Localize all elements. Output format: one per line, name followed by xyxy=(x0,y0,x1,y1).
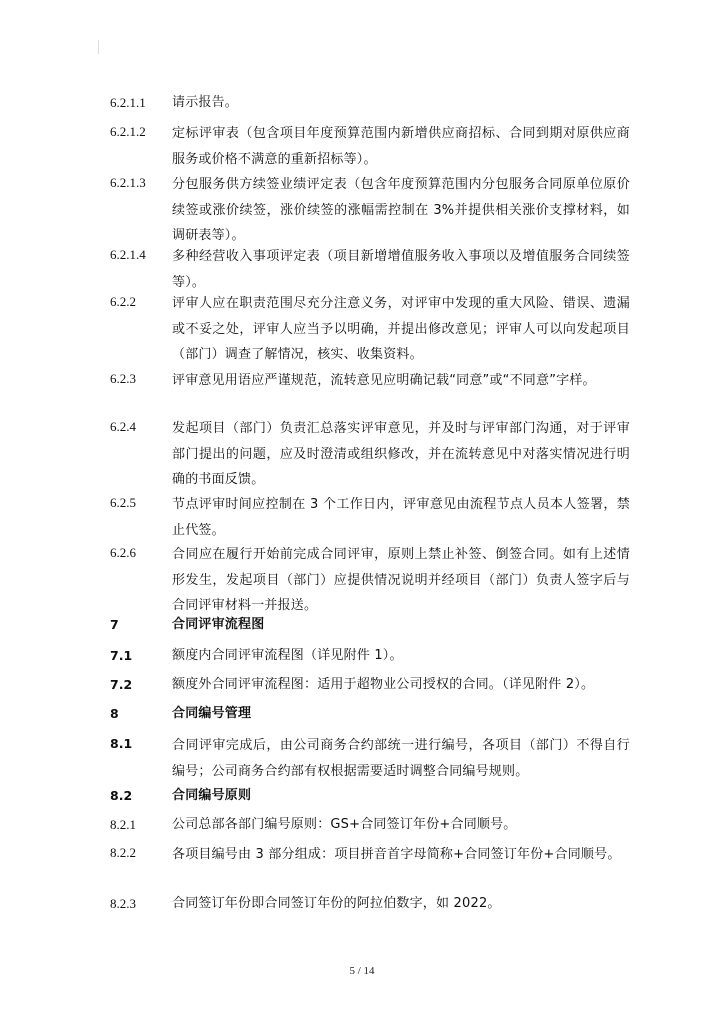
clause-number: 6.2.1.1 xyxy=(110,95,146,110)
section-title: 合同编号原则 xyxy=(172,788,252,803)
clause-7-2 xyxy=(110,674,630,696)
clause-8-2-2 xyxy=(110,842,630,868)
clause-number: 6.2.5 xyxy=(110,495,136,510)
clause-text: 评审意见用语应严谨规范，流转意见应明确记载“同意”或“不同意”字样。 xyxy=(172,373,596,388)
clause-text: 请示报告。 xyxy=(172,95,239,110)
clause-number: 6.2.1.4 xyxy=(110,247,146,262)
clause-8-1 xyxy=(110,733,630,784)
section-number: 8.2 xyxy=(110,788,133,803)
clause-6-2-4 xyxy=(110,416,630,493)
section-title: 合同评审流程图 xyxy=(172,617,265,632)
section-8-heading xyxy=(110,703,630,725)
clause-6-2-3 xyxy=(110,368,630,394)
clause-text: 各项目编号由 3 部分组成：项目拼音首字母简称+合同签订年份+合同顺号。 xyxy=(172,847,621,862)
section-number: 7 xyxy=(110,617,119,632)
clause-8-2-1 xyxy=(110,814,630,836)
clause-6-2-1-1 xyxy=(110,92,630,114)
clause-6-2-1-2 xyxy=(110,121,630,172)
clause-number: 7.1 xyxy=(110,648,133,663)
clause-text: 评审人应在职责范围尽充分注意义务，对评审中发现的重大风险、错误、遗漏或不妥之处，评审人应当予以明确，并提出修改意见；评审人可以向发起项目（部门）调查了解情况，核实、收集资料。 xyxy=(172,296,630,362)
clause-number: 8.2.2 xyxy=(110,845,136,860)
clause-text: 额度内合同评审流程图（详见附件 1）。 xyxy=(172,648,403,663)
clause-number: 6.2.1.2 xyxy=(110,124,146,139)
clause-number: 6.2.1.3 xyxy=(110,175,146,190)
clause-text: 定标评审表（包含项目年度预算范围内新增供应商招标、合同到期对原供应商服务或价格不满意的重新招标等）。 xyxy=(172,126,630,167)
section-8-2-heading xyxy=(110,785,630,807)
clause-6-2-1-3 xyxy=(110,172,630,249)
clause-number: 8.2.3 xyxy=(110,896,136,911)
clause-text: 发起项目（部门）负责汇总落实评审意见，并及时与评审部门沟通，对于评审部门提出的问题，应及时澄清或组织修改，并在流转意见中对落实情况进行明确的书面反馈。 xyxy=(172,421,630,487)
clause-text: 合同应在履行开始前完成合同评审，原则上禁止补签、倒签合同。如有上述情形发生，发起项目（部门）应提供情况说明并经项目（部门）负责人签字后与合同评审材料一并报送。 xyxy=(172,547,630,613)
clause-6-2-6 xyxy=(110,542,630,619)
clause-number: 8.2.1 xyxy=(110,817,136,832)
clause-text: 合同评审完成后，由公司商务合约部统一进行编号，各项目（部门）不得自行编号；公司商务合约部有权根据需要适时调整合同编号规则。 xyxy=(172,738,630,779)
clause-text: 节点评审时间应控制在 3 个工作日内，评审意见由流程节点人员本人签署，禁止代签。 xyxy=(172,497,630,538)
clause-text: 额度外合同评审流程图：适用于超物业公司授权的合同。（详见附件 2）。 xyxy=(172,677,595,692)
page-edge-mark xyxy=(98,40,99,54)
clause-text: 分包服务供方续签业绩评定表（包含年度预算范围内分包服务合同原单位原价续签或涨价续签，涨价续签的涨幅需控制在 3%并提供相关涨价支撑材料，如调研表等）。 xyxy=(172,177,630,243)
section-7-heading xyxy=(110,614,630,636)
clause-number: 6.2.6 xyxy=(110,545,136,560)
clause-number: 7.2 xyxy=(110,677,133,692)
section-title: 合同编号管理 xyxy=(172,706,252,721)
clause-text: 合同签订年份即合同签订年份的阿拉伯数字，如 2022。 xyxy=(172,896,501,911)
clause-number: 8.1 xyxy=(110,736,133,751)
clause-text: 公司总部各部门编号原则：GS+合同签订年份+合同顺号。 xyxy=(172,817,517,832)
clause-8-2-3 xyxy=(110,893,630,915)
clause-7-1 xyxy=(110,645,630,667)
clause-number: 6.2.2 xyxy=(110,294,136,309)
clause-6-2-1-4 xyxy=(110,244,630,295)
section-number: 8 xyxy=(110,706,119,721)
clause-6-2-5 xyxy=(110,492,630,543)
page-number: 5 / 14 xyxy=(349,965,375,977)
clause-number: 6.2.3 xyxy=(110,371,136,386)
clause-number: 6.2.4 xyxy=(110,419,136,434)
clause-text: 多种经营收入事项评定表（项目新增增值服务收入事项以及增值服务合同续签等）。 xyxy=(172,249,630,290)
clause-6-2-2 xyxy=(110,291,630,368)
